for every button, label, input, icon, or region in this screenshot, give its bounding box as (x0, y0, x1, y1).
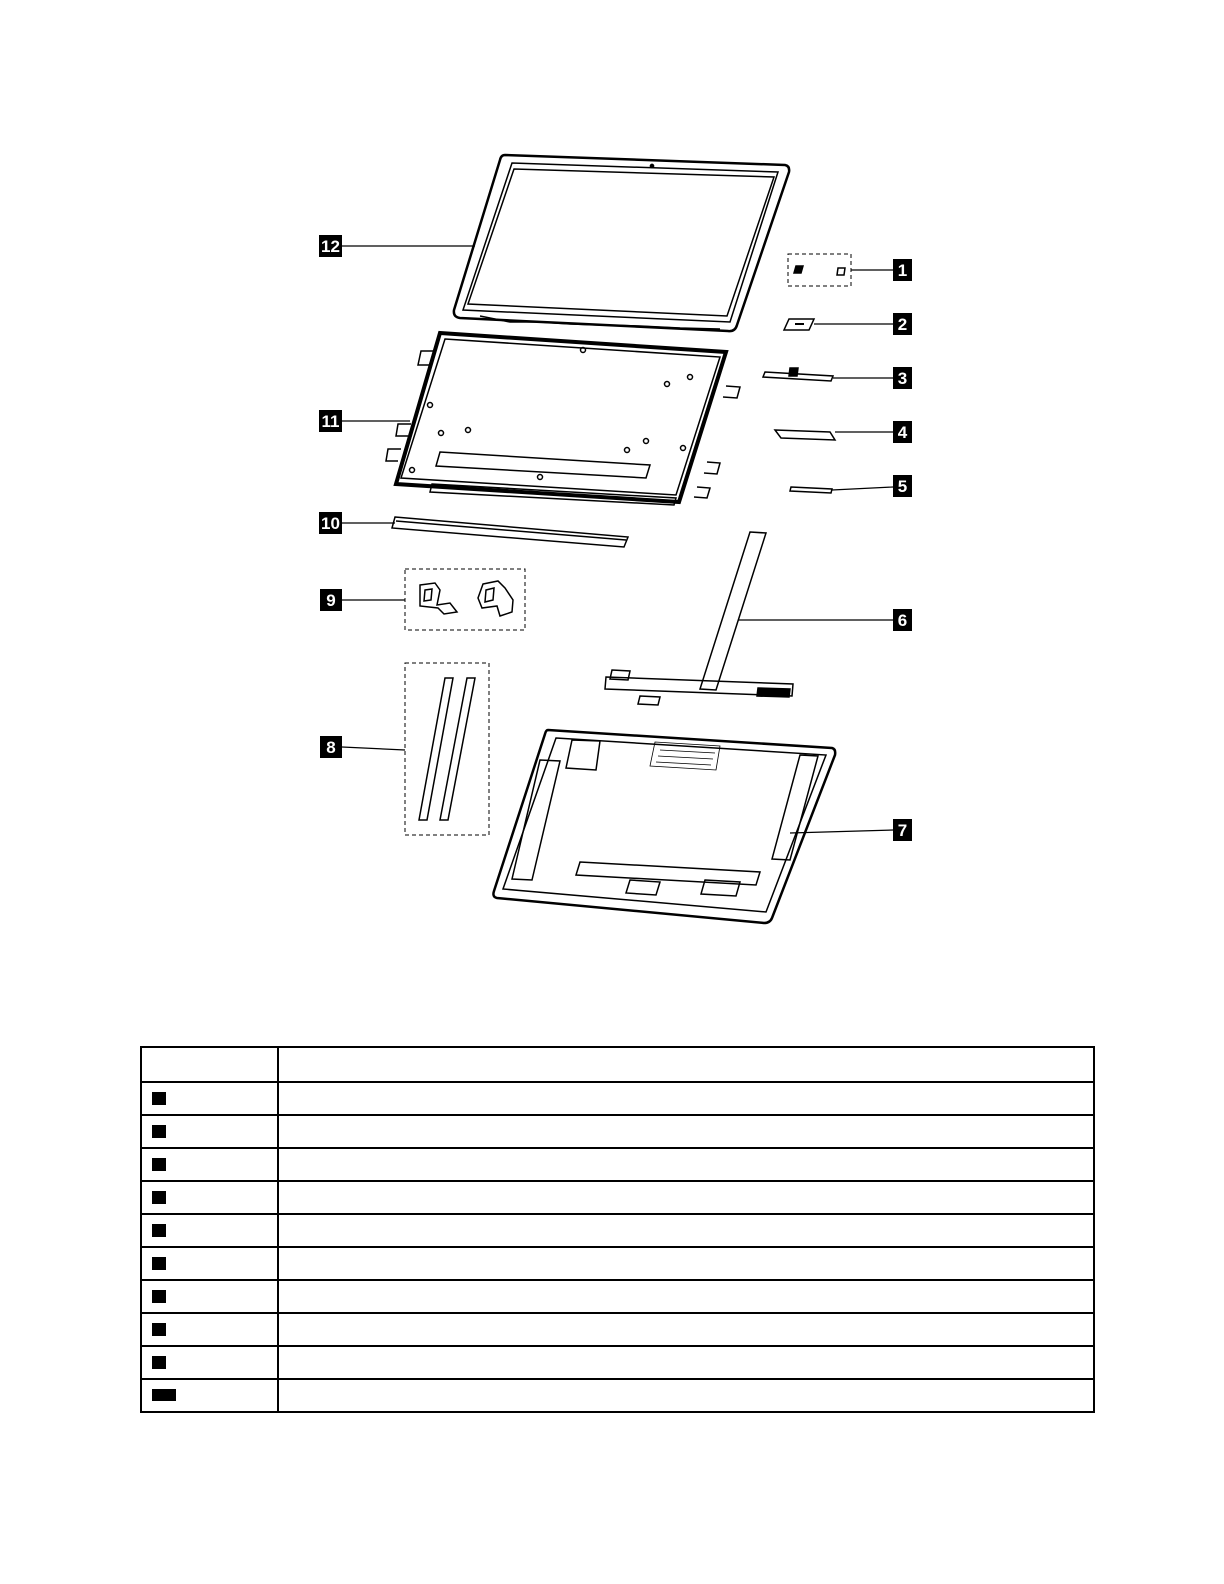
callout-4 (893, 421, 912, 443)
row-marker (152, 1092, 166, 1105)
row-description (278, 1115, 1094, 1148)
callout-1 (893, 259, 912, 281)
row-description (278, 1379, 1094, 1412)
svg-text:1: 1 (897, 261, 908, 280)
row-marker (152, 1290, 166, 1303)
parts-table (140, 1046, 1095, 1413)
row-marker (152, 1191, 166, 1204)
lcd-cable-part (605, 532, 793, 705)
row-marker-cell (141, 1247, 278, 1280)
svg-text:2: 2 (897, 315, 908, 334)
hinge-cover-part (392, 517, 628, 547)
row-marker (152, 1125, 166, 1138)
table-row (141, 1313, 1094, 1346)
svg-text:10: 10 (321, 514, 340, 533)
svg-text:6: 6 (897, 611, 908, 630)
svg-text:8: 8 (326, 738, 336, 757)
row-description (278, 1148, 1094, 1181)
table-row (141, 1148, 1094, 1181)
table-row (141, 1247, 1094, 1280)
row-marker (152, 1257, 166, 1270)
row-marker (152, 1356, 166, 1369)
display-bezel-part (454, 155, 789, 331)
table-row (141, 1346, 1094, 1379)
table-row (141, 1082, 1094, 1115)
row-description (278, 1082, 1094, 1115)
row-marker-cell (141, 1148, 278, 1181)
row-description (278, 1214, 1094, 1247)
row-marker (152, 1323, 166, 1336)
rubber-strips-part (405, 663, 489, 835)
row-marker-cell (141, 1181, 278, 1214)
row-marker-cell (141, 1115, 278, 1148)
camera-module-part (763, 368, 833, 381)
clips-part (788, 254, 851, 286)
callout-10 (319, 512, 342, 534)
table-row (141, 1115, 1094, 1148)
svg-text:12: 12 (321, 237, 340, 256)
row-marker-cell (141, 1379, 278, 1412)
svg-text:5: 5 (897, 477, 908, 496)
callout-9 (320, 589, 342, 611)
board-part (790, 487, 832, 493)
row-marker (152, 1158, 166, 1171)
callout-7 (893, 819, 912, 841)
callout-8 (320, 736, 342, 758)
cable-part (775, 430, 835, 440)
row-description (278, 1181, 1094, 1214)
header-cell-description (278, 1047, 1094, 1082)
row-description (278, 1313, 1094, 1346)
callout-11 (319, 410, 342, 432)
svg-text:9: 9 (326, 591, 336, 610)
row-marker-cell (141, 1082, 278, 1115)
svg-text:3: 3 (897, 369, 908, 388)
row-marker-cell (141, 1214, 278, 1247)
table-header-row (141, 1047, 1094, 1082)
table-row (141, 1379, 1094, 1412)
svg-text:7: 7 (897, 821, 908, 840)
table-row (141, 1280, 1094, 1313)
lcd-panel-part (386, 333, 740, 505)
row-marker-cell (141, 1280, 278, 1313)
callout-3 (893, 367, 912, 389)
callout-6 (893, 609, 912, 631)
row-marker (152, 1224, 166, 1237)
back-cover-part (493, 730, 835, 923)
callout-12 (319, 235, 342, 257)
callout-2 (893, 313, 912, 335)
header-cell-number (141, 1047, 278, 1082)
camera-part (784, 319, 814, 330)
table-row (141, 1181, 1094, 1214)
hinges-part (405, 569, 525, 630)
svg-text:11: 11 (321, 412, 340, 431)
row-marker (152, 1389, 176, 1401)
svg-text:4: 4 (897, 423, 908, 442)
table-row (141, 1214, 1094, 1247)
callout-5 (893, 475, 912, 497)
row-description (278, 1346, 1094, 1379)
row-description (278, 1280, 1094, 1313)
row-marker-cell (141, 1313, 278, 1346)
row-marker-cell (141, 1346, 278, 1379)
row-description (278, 1247, 1094, 1280)
